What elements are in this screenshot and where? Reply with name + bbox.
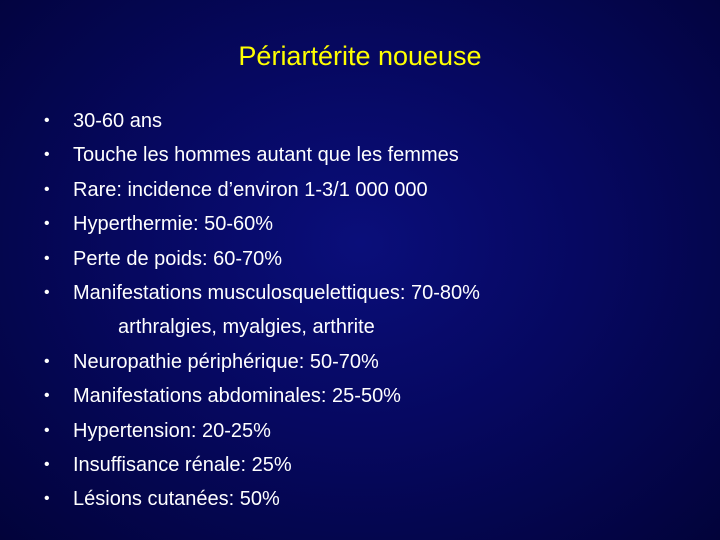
bullet-text: Lésions cutanées: 50% <box>73 488 280 511</box>
bullet-text: Manifestations abdominales: 25-50% <box>73 385 401 408</box>
bullet-icon: • <box>44 490 50 508</box>
bullet-icon: • <box>44 283 50 301</box>
list-item <box>44 414 704 448</box>
sub-item-text: arthralgies, myalgies, arthrite <box>118 316 375 339</box>
slide-title: Périartérite noueuse <box>238 41 482 71</box>
bullet-icon: • <box>44 455 50 473</box>
list-item <box>44 379 704 413</box>
bullet-text: Hyperthermie: 50-60% <box>73 213 274 236</box>
bullet-icon: • <box>44 352 50 370</box>
bullet-text: Neuropathie périphérique: 50-70% <box>73 350 379 373</box>
list-item <box>44 276 704 310</box>
list-item <box>44 482 704 516</box>
bullet-icon: • <box>44 249 50 267</box>
bullet-text: Hypertension: 20-25% <box>73 419 271 442</box>
sub-list-item <box>44 310 704 344</box>
bullet-icon: • <box>44 180 50 198</box>
bullet-text: 30-60 ans <box>73 110 162 132</box>
bullet-icon: • <box>44 112 50 129</box>
bullet-list <box>44 104 704 517</box>
list-item <box>44 242 704 276</box>
bullet-icon: • <box>44 421 50 439</box>
bullet-text: Perte de poids: 60-70% <box>73 247 283 270</box>
bullet-text: Rare: incidence d’environ 1-3/1 000 000 <box>73 178 428 201</box>
bullet-icon: • <box>44 146 50 164</box>
bullet-icon: • <box>44 215 50 233</box>
bullet-text: Insuffisance rénale: 25% <box>73 453 292 476</box>
list-item <box>44 448 704 482</box>
bullet-text: Touche les hommes autant que les femmes <box>73 144 459 167</box>
list-item <box>44 345 704 379</box>
list-item <box>44 138 704 172</box>
list-item <box>44 173 704 207</box>
bullet-icon: • <box>44 387 50 405</box>
bullet-text: Manifestations musculosquelettiques: 70-80% <box>73 281 480 304</box>
list-item <box>44 104 704 138</box>
list-item <box>44 207 704 241</box>
